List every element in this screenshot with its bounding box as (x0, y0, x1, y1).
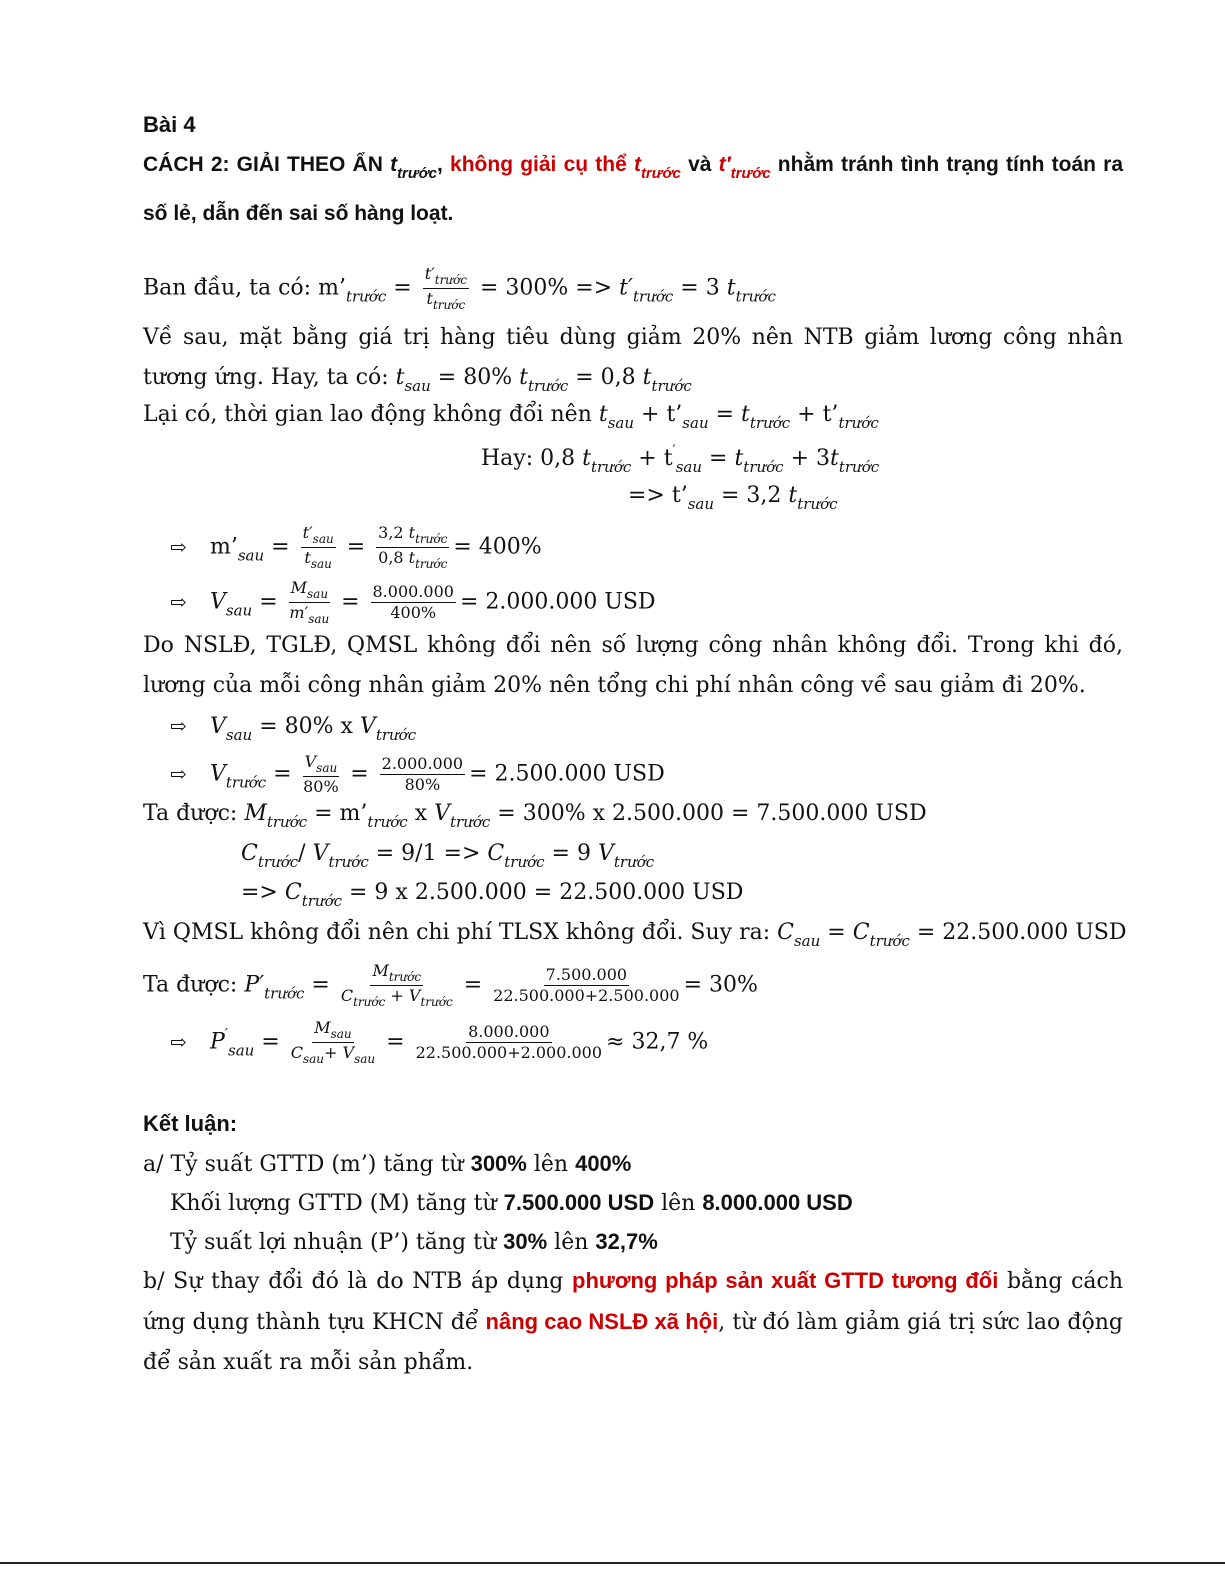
arrow-icon: ⇨ (170, 761, 187, 786)
equation-c-after: Vì QMSL không đổi nên chi phí TLSX không đổi. Suy ra: $C_{sau} = C_{trước} = 22.500.000$ USD (143, 920, 1127, 950)
equation-c-over-v: $C_{trước}/$ $V_{trước} = 9/1 => C_{trước} = 9$ $V_{trước}$ (241, 841, 655, 871)
equation-initial-ratio: Ban đầu, ta có: $m’_{trước}$ = $\frac{t'_{trước}}{t_{trước}}$ = $300\% => t'_{trước} = 3$ $t_{trước}$ (143, 264, 776, 312)
conclusion-line-a1: a/ Tỷ suất GTTD (m’) tăng từ 300% lên 400% (143, 1151, 632, 1177)
arrow-icon: ⇨ (170, 589, 187, 614)
arrow-icon: ⇨ (170, 1029, 187, 1054)
conclusion-line-a2: Khối lượng GTTD (M) tăng từ 7.500.000 USD lên 8.000.000 USD (170, 1190, 853, 1216)
arrow-icon: ⇨ (170, 534, 187, 559)
conclusion-paragraph-b: b/ Sự thay đổi đó là do NTB áp dụng phương pháp sản xuất GTTD tương đối bằng cách ứng dụng thành tựu KHCN để nâng cao NSLĐ xã hội, từ đó làm giảm giá trị sức lao động để sản xuất ra mỗi sản phẩm. (143, 1268, 1123, 1375)
equation-m-before: Ta được: $M_{trước}$ = $m’_{trước}$ x $V_{trước} = 300\%$ x 2.500.000 = 7.500.000 USD (143, 801, 927, 831)
equation-v-before: ⇨ $V_{trước}$ = $\frac{V_{sau}}{80\%}$ = $\frac{2.000.000}{80\%}$ = 2.500.000 USD (170, 752, 665, 796)
paragraph-workers: Do NSLĐ, TGLĐ, QMSL không đổi nên số lượng công nhân không đổi. Trong khi đó, lương của mỗi công nhân giảm 20% nên tổng chi phí nhân công về sau giảm đi 20%. (143, 633, 1123, 698)
equation-v-ratio: ⇨ $V_{sau} = 80\%$ x $V_{trước}$ (170, 714, 417, 744)
fraction: $\frac{t'_{trước}}{t_{trước}}$ (424, 264, 467, 312)
equation-c-before: => $C_{trước} = 9$ x 2.500.000 = 22.500.000 USD (241, 880, 744, 910)
method-heading: CÁCH 2: GIẢI THEO ẨN $t_{trước}$, không giải cụ thể $t_{trước}$ và $t'_{trước}$ nhằm tránh tình trạng tính toán ra số lẻ, dẫn đến sai số hàng loạt. (143, 153, 1124, 225)
equation-v-after: ⇨ $V_{sau}$ = $\frac{M_{sau}}{m'_{sau}}$ = $\frac{8.000.000}{400\%}$ = 2.000.000 USD (170, 578, 656, 626)
conclusion-line-a3: Tỷ suất lợi nhuận (P’) tăng từ 30% lên 32,7% (170, 1229, 658, 1255)
equation-profit-rate-before: Ta được: $P'_{trước}$ = $\frac{M_{trước}}{C_{trước} + V_{trước}}$ = $\frac{7.500.000}{22.500.000+2.500.000}$ = 30% (143, 961, 758, 1009)
conclusion-heading: Kết luận: (143, 1111, 238, 1136)
equation-labor-time: Lại có, thời gian lao động không đổi nên $t_{sau}$ + $t’_{sau} = t_{trước}$ + $t’_{trước}$ (143, 402, 879, 432)
equation-m-after: ⇨ $m’_{sau}$ = $\frac{t'_{sau}}{t_{sau}}$ = $\frac{3,2 t_{trước}}{0,8 t_{trước}}$ = 400% (170, 523, 542, 571)
equation-tprime-after: => $t’_{sau} = 3,2$ $t_{trước}$ (628, 483, 838, 513)
page-bottom-rule (0, 1562, 1225, 1564)
paragraph-wage-decrease: Về sau, mặt bằng giá trị hàng tiêu dùng giảm 20% nên NTB giảm lương công nhân tương ứng. Hay, ta có: $t_{sau} = 80\%$ $t_{trước} = 0,8$ $t_{trước}$ (143, 325, 1123, 395)
arrow-icon: ⇨ (170, 714, 187, 738)
exercise-title: Bài 4 (143, 112, 196, 137)
equation-profit-rate-after: ⇨ $P'_{sau}$ = $\frac{M_{sau}}{C_{sau}+ V_{sau}}$ = $\frac{8.000.000}{22.500.000+2.000.000}$ ≈ 32,7 % (170, 1018, 709, 1066)
equation-substitution: Hay: 0,8 $t_{trước} + t'_{sau} = t_{trước} + 3t_{trước}$ (481, 443, 880, 476)
